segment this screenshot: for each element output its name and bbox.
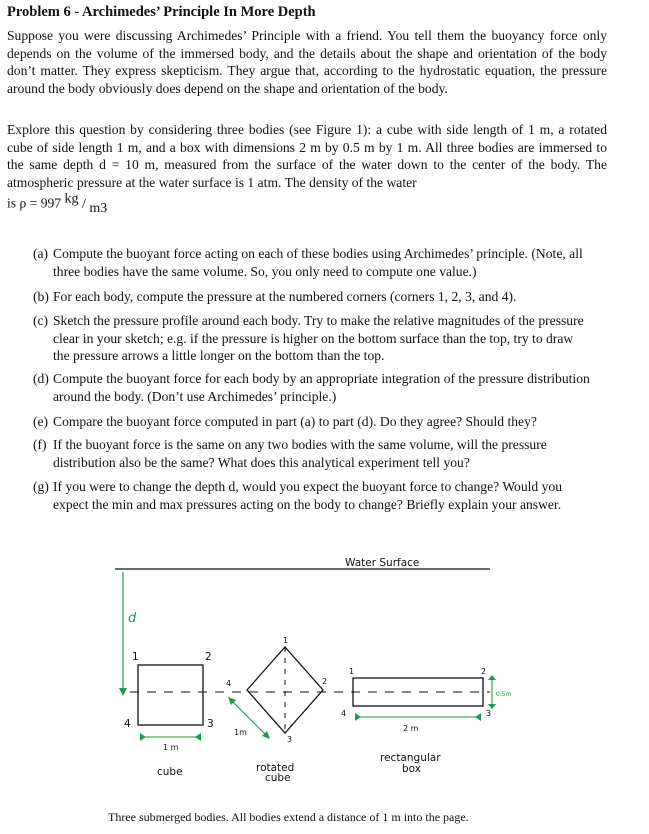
- rotated-cube-label-1: rotated: [256, 762, 295, 774]
- question-text: If the buoyant force is the same on any two bodies with the same volume, will the pressure distribution also be the same? What does this analytical experiment tell you?: [53, 437, 547, 470]
- question-item: [33, 312, 593, 365]
- setup-text: Explore this question by considering three bodies (see Figure 1): a cube with side length of 1 m, a rotated cube of side length 1 m, and a box with dimensions 2 m by 0.5 m by 1 m. All three bodies are immersed to the same depth d = 10 m, measured from the surface of the water down to the center of the body. The atmospheric pressure at the water surface is 1 atm. The density of the water: [7, 122, 607, 190]
- question-item: [33, 288, 593, 306]
- question-label: (c): [33, 313, 49, 328]
- svg-text:2: 2: [205, 651, 212, 663]
- problem-title: Problem 6 - Archimedes’ Principle In More Depth: [7, 4, 316, 20]
- density-unit-separator: /: [78, 196, 90, 212]
- question-item: [33, 245, 593, 280]
- density-unit: [64, 191, 108, 216]
- figure-submerged-bodies: [0, 540, 649, 810]
- density-unit-numerator: kg: [64, 191, 79, 206]
- question-label: (e): [33, 414, 49, 429]
- question-text: If you were to change the depth d, would you expect the buoyant force to change? Would you expect the min and max pressures acting on the body to change? Briefly explain your answer.: [53, 479, 563, 512]
- svg-text:3: 3: [207, 718, 214, 730]
- question-item: [33, 370, 593, 405]
- question-text: Compare the buoyant force computed in part (a) to part (d). Do they agree? Should they?: [53, 414, 537, 429]
- box-label-1: rectangular: [380, 752, 441, 764]
- svg-text:4: 4: [124, 718, 131, 730]
- density-prefix: is ρ = 997: [7, 195, 65, 211]
- question-text: Compute the buoyant force acting on each of these bodies using Archimedes’ principle. (Note, all three bodies have the same volume. So, you only need to compute one value.): [53, 246, 583, 279]
- svg-text:1: 1: [283, 636, 289, 645]
- cube-label: cube: [157, 766, 183, 778]
- question-label: (f): [33, 437, 47, 452]
- question-label: (b): [33, 289, 49, 304]
- question-text: Compute the buoyant force for each body by an appropriate integration of the pressure distribution around the body. (Don’t use Archimedes’ principle.): [53, 371, 590, 404]
- svg-text:2: 2: [322, 677, 328, 686]
- density-line: [7, 190, 607, 217]
- intro-paragraph: Suppose you were discussing Archimedes’ Principle with a friend. You tell them the buoyancy force only depends on the volume of the immersed body, and the details about the shape and orientation of the body don’t matter. They express skepticism. They argue that, according to the hydrostatic equation, the pressure around the body obviously does depend on the shape and orientation of the body.: [7, 28, 607, 96]
- question-label: (d): [33, 371, 49, 386]
- question-item: [33, 413, 593, 431]
- question-label: (g): [33, 479, 49, 494]
- question-text: Sketch the pressure profile around each body. Try to make the relative magnitudes of the pressure clear in your sketch; e.g. if the pressure is higher on the bottom surface than the top, try to draw the pressure arrows a little longer on the bottom than the top.: [53, 313, 584, 363]
- svg-text:4: 4: [341, 709, 347, 718]
- cube-shape: [138, 665, 203, 725]
- svg-text:2 m: 2 m: [403, 724, 419, 733]
- box-label-2: box: [402, 763, 421, 775]
- svg-text:1: 1: [132, 651, 139, 663]
- question-item: [33, 478, 593, 513]
- question-label: (a): [33, 246, 49, 261]
- svg-text:0.5m: 0.5m: [496, 691, 512, 698]
- setup-paragraph: [7, 121, 607, 191]
- question-text: For each body, compute the pressure at the numbered corners (corners 1, 2, 3, and 4).: [53, 289, 517, 304]
- rotated-cube-label-2: cube: [265, 772, 291, 784]
- water-surface-label: Water Surface: [345, 557, 420, 569]
- density-unit-denominator: m3: [89, 200, 108, 216]
- svg-text:1: 1: [349, 667, 355, 676]
- svg-text:3: 3: [486, 709, 492, 718]
- svg-text:4: 4: [226, 679, 232, 688]
- svg-text:3: 3: [287, 735, 293, 744]
- svg-text:1m: 1m: [234, 728, 247, 737]
- question-item: [33, 436, 593, 471]
- figure-caption: Three submerged bodies. All bodies extend a distance of 1 m into the page.: [108, 810, 469, 824]
- svg-text:2: 2: [481, 667, 487, 676]
- svg-text:1 m: 1 m: [163, 743, 179, 752]
- depth-label: d: [128, 611, 137, 626]
